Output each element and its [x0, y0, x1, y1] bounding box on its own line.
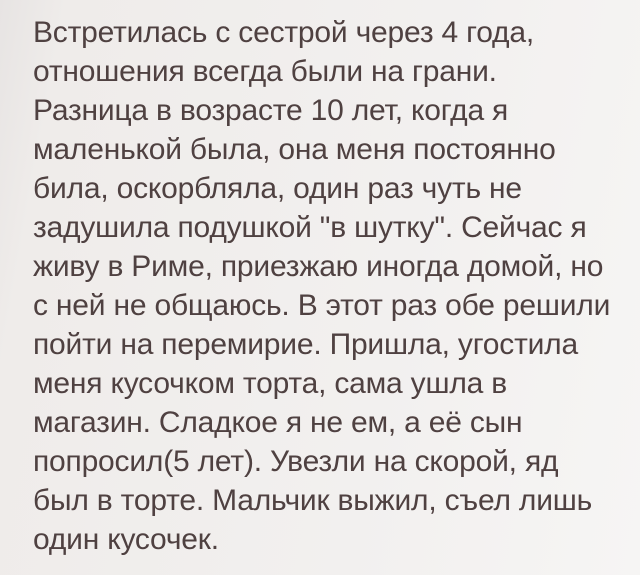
story-line: била, оскорбляла, один раз чуть не [33, 172, 522, 205]
story-line: магазин. Сладкое я не ем, а её сын [33, 406, 523, 439]
story-line: Разница в возрасте 10 лет, когда я [33, 94, 509, 127]
story-line: один кусочек. [33, 523, 219, 556]
story-line: с ней не общаюсь. В этот раз обе решили [33, 289, 611, 322]
story-line: задушила подушкой "в шутку". Сейчас я [33, 211, 587, 244]
story-line: отношения всегда были на грани. [33, 55, 497, 88]
story-line: меня кусочком торта, сама ушла в [33, 367, 508, 400]
story-line: маленькой была, она меня постоянно [33, 133, 556, 166]
story-line: попросил(5 лет). Увезли на скорой, яд [33, 445, 559, 478]
story-line: пойти на перемирие. Пришла, угостила [33, 328, 578, 361]
story-line: был в торте. Мальчик выжил, съел лишь [33, 484, 593, 517]
story-line: Встретилась с сестрой через 4 года, [33, 16, 534, 49]
story-line: живу в Риме, приезжаю иногда домой, но [33, 250, 604, 283]
